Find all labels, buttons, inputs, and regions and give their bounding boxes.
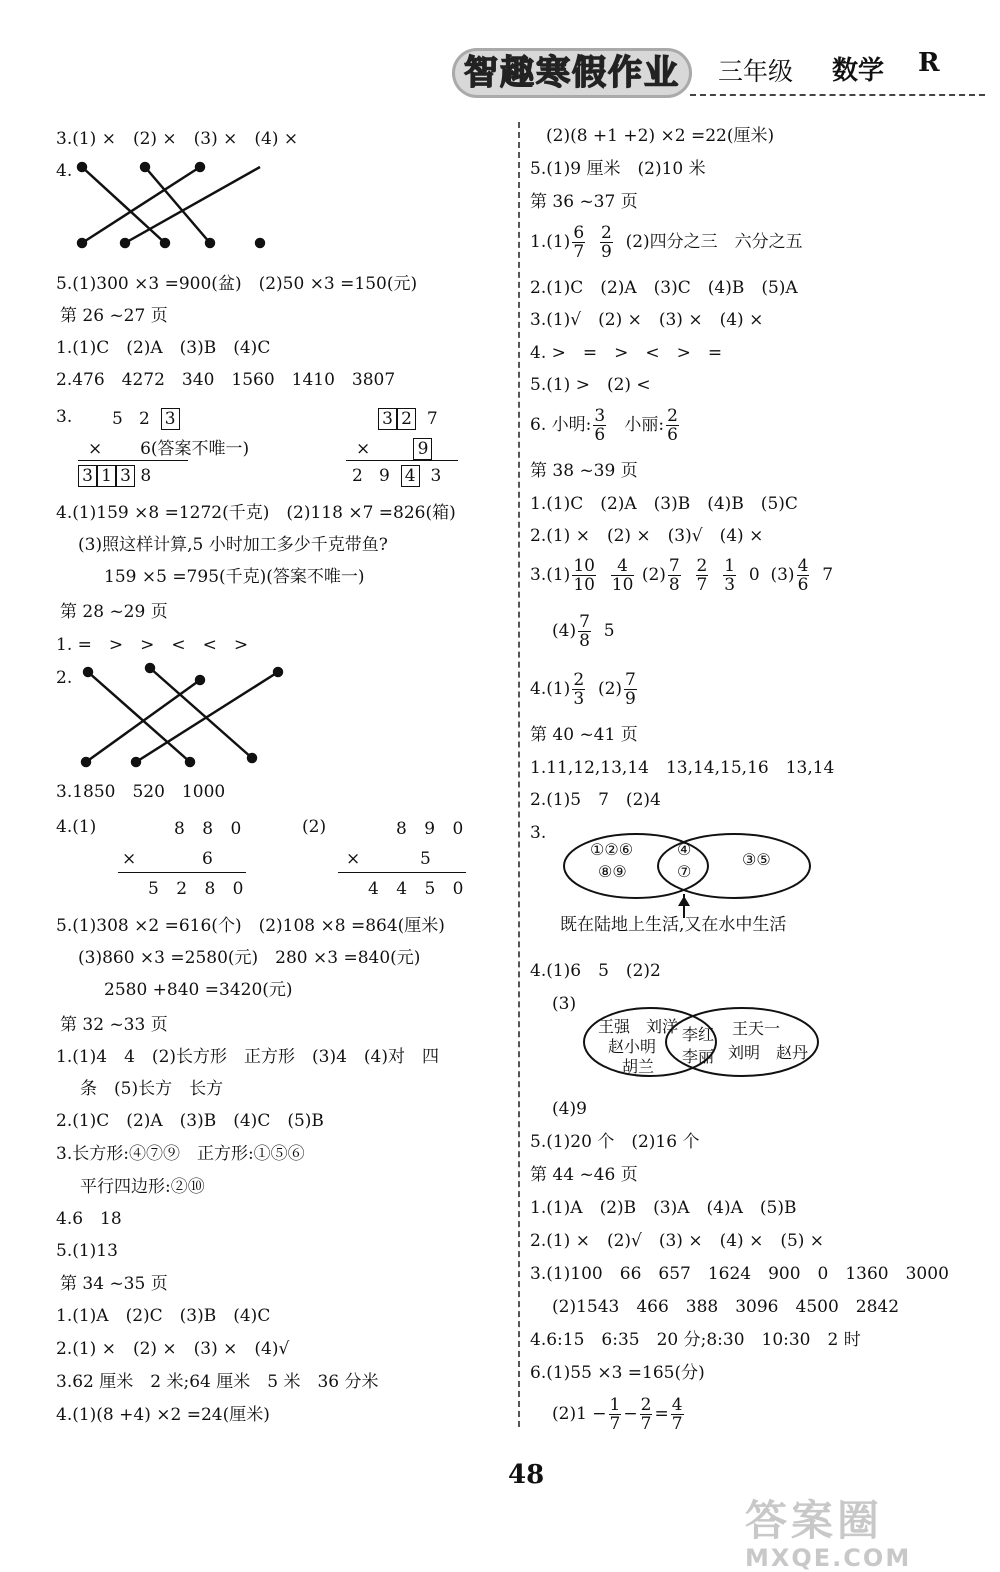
answer-line: 5.(1) > (2) < [530,375,651,395]
answer-line: 5.(1)308 ×2 =616(个) (2)108 ×8 =864(厘米) [56,916,445,936]
vertical-calc-1-row2: × 6(答案不唯一) [88,439,250,459]
grade-label: 三年级 [718,57,794,86]
answer-line: 2.(1) × (2) × (3)√ (4) × [530,526,764,546]
section-heading: 第 32 ~33 页 [60,1015,168,1035]
calc-m1-result: 5 2 8 0 [148,879,250,899]
venn1-intersection: ④ [677,840,692,859]
question-label: 4. [56,161,73,181]
calc-rule [118,872,246,873]
answer-line: 1.11,12,13,14 13,14,15,16 13,14 [530,758,835,778]
fraction-answer-line: 3.(1) $\frac{10}{10}$ $\frac{4}{10}$ (2) $\frac{7}{8}$ $\frac{2}{7}$ $\frac{1}{3}$ 0 (3) $\frac{4}{6}$ 7 [530,556,834,595]
answer-line: (4)9 [552,1099,587,1119]
calc-m2-top: 8 9 0 [396,819,470,839]
answer-line: 2580 +840 =3420(元) [104,980,293,1000]
book-title: 智趣寒假作业 [452,48,692,98]
venn2-left-3: 胡兰 [622,1057,655,1076]
answer-line: 5.(1)9 厘米 (2)10 米 [530,159,706,179]
answer-line: 159 ×5 =795(千克)(答案不唯一) [104,567,365,587]
answer-line: 4.(1)159 ×8 =1272(千克) (2)118 ×7 =826(箱) [56,503,456,523]
vertical-calc-1: 5 2 3 [112,408,180,430]
question-label: 3. [530,823,547,843]
answer-line: 1.(1)4 4 (2)长方形 正方形 (3)4 (4)对 四 [56,1047,439,1067]
section-heading: 第 28 ~29 页 [60,602,168,622]
parallel-lines-diagram [78,662,298,770]
section-heading: 第 44 ~46 页 [530,1165,638,1185]
calc-rule [78,460,188,461]
venn1-intersection-2: ⑦ [677,862,692,881]
answer-line: (3)860 ×3 =2580(元) 280 ×3 =840(元) [78,948,421,968]
venn2-right-2: 刘明 赵丹 [728,1043,809,1062]
answer-line: 4.6:15 6:35 20 分;8:30 10:30 2 时 [530,1330,861,1350]
answer-line: 3.1850 520 1000 [56,782,226,802]
answer-line: 1.(1)A (2)B (3)A (4)A (5)B [530,1198,797,1218]
answer-line: 5.(1)300 ×3 =900(盆) (2)50 ×3 =150(元) [56,274,418,294]
watermark-logo-text: 答案圈 [745,1496,884,1545]
calc-m1-op: × [122,849,137,869]
venn1-left-set: ①②⑥ [590,840,634,859]
vertical-calc-2-result: 2 9 4 3 [352,466,442,486]
answer-line: 3.(1) × (2) × (3) × (4) × [56,129,299,149]
answer-line: 4. > = > < > = [530,343,723,363]
header-dashed-rule [690,94,985,96]
answer-line: (2)1543 466 388 3096 4500 2842 [552,1297,900,1317]
answer-line: 1. = > > < < > [56,635,249,655]
answer-line: 5.(1)20 个 (2)16 个 [530,1132,700,1152]
vertical-calc-2-row2: × 9 [356,438,432,460]
watermark-url: MXQE.COM [745,1544,912,1572]
answer-line: 条 (5)长方 长方 [80,1079,224,1099]
venn2-right-1: 王天一 [732,1019,781,1038]
question-label: 2. [56,668,73,688]
fraction-answer-line: 6. 小明: $\frac{3}{6}$ 小丽: $\frac{2}{6}$ [530,406,678,445]
answer-line: 平行四边形:②⑩ [80,1177,205,1197]
question-label: 4.(1) [56,817,97,837]
question-label: (3) [552,994,577,1014]
answer-line: 2.476 4272 340 1560 1410 3807 [56,370,396,390]
answer-line: 2.(1)C (2)A (3)B (4)C (5)B [56,1111,324,1131]
calc-m2-result: 4 4 5 0 [368,879,470,899]
fraction-answer-line: 4.(1) $\frac{2}{3}$ (2) $\frac{7}{9}$ [530,670,636,709]
section-heading: 第 38 ~39 页 [530,461,638,481]
section-heading: 第 26 ~27 页 [60,306,168,326]
question-label: 3. [56,407,73,427]
page-number: 48 [508,1460,545,1490]
answer-line: 2.(1)C (2)A (3)C (4)B (5)A [530,278,798,298]
calc-m1-mul: 6 [202,849,213,869]
venn2-left-1: 王强 刘洋 [598,1017,679,1036]
venn2-mid-1: 李红 [682,1025,715,1044]
calc-m1-top: 8 8 0 [174,819,248,839]
answer-line: 4.(1)6 5 (2)2 [530,961,661,981]
answer-line: 4.6 18 [56,1209,122,1229]
answer-line: 2.(1)5 7 (2)4 [530,790,661,810]
venn1-right-set: ③⑤ [742,850,771,869]
answer-line: 1.(1)C (2)A (3)B (4)B (5)C [530,494,798,514]
site-watermark [745,1488,911,1572]
subject-label: 数学 [832,56,885,86]
venn2-mid-2: 李丽 [682,1047,715,1066]
version-label: R [918,48,940,78]
answer-line: 4.(1)(8 +4) ×2 =24(厘米) [56,1405,270,1425]
column-divider [518,122,520,1427]
question-label: (2) [302,817,327,837]
vertical-calc-1-result: 3 1 3 8 [78,465,151,487]
matching-lines-diagram [70,155,270,255]
answer-line: 3.长方形:④⑦⑨ 正方形:①⑤⑥ [56,1144,305,1164]
fraction-answer-line: (2)1 − $\frac{1}{7}$ − $\frac{2}{7}$ = $\frac{4}{7}$ [552,1395,683,1434]
answer-line: 6.(1)55 ×3 =165(分) [530,1363,705,1383]
section-heading: 第 34 ~35 页 [60,1274,168,1294]
calc-rule [338,872,466,873]
venn2-left-2: 赵小明 [608,1037,657,1056]
calc-m2-mul: 5 [420,849,431,869]
venn1-left-set-2: ⑧⑨ [598,862,627,881]
answer-line: 3.(1)√ (2) × (3) × (4) × [530,310,764,330]
answer-line: 3.62 厘米 2 米;64 厘米 5 米 36 分米 [56,1372,379,1392]
answer-line: 5.(1)13 [56,1241,118,1261]
answer-line: (3)照这样计算,5 小时加工多少千克带鱼? [78,535,388,555]
vertical-calc-2: 3 2 7 [378,408,438,430]
answer-line: 3.(1)100 66 657 1624 900 0 1360 3000 [530,1264,949,1284]
section-heading: 第 36 ~37 页 [530,192,638,212]
section-heading: 第 40 ~41 页 [530,725,638,745]
answer-line: 2.(1) × (2)√ (3) × (4) × (5) × [530,1231,825,1251]
answer-line: 2.(1) × (2) × (3) × (4)√ [56,1339,290,1359]
venn1-caption: 既在陆地上生活,又在水中生活 [560,915,787,935]
calc-m2-op: × [346,849,361,869]
fraction-answer-line: (4) $\frac{7}{8}$ 5 [552,612,615,651]
calc-rule [346,460,458,461]
answer-line: (2)(8 +1 +2) ×2 =22(厘米) [546,126,775,146]
fraction-answer-line: 1.(1) $\frac{6}{7}$ $\frac{2}{9}$ (2)四分之三 六分之五 [530,223,803,262]
answer-line: 1.(1)C (2)A (3)B (4)C [56,338,271,358]
answer-line: 1.(1)A (2)C (3)B (4)C [56,1306,271,1326]
